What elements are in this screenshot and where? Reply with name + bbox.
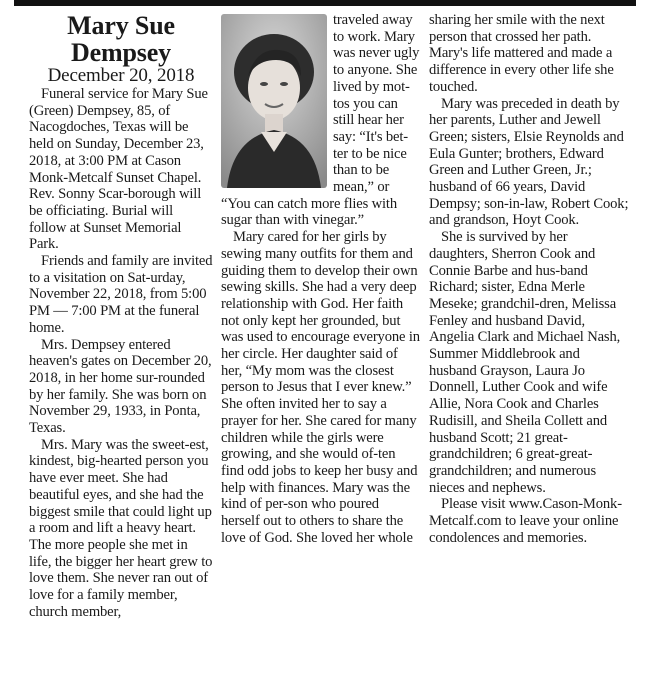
obituary-date: December 20, 2018: [47, 65, 195, 86]
paragraph-preceded: Mary was preceded in death by her parents, Luther and Jewell Green; sisters, Elsie Reynolds and Eula Gunter; brothers, Edward Green and Luther Green, Jr.; husband of 66 years, David Dempsy; son-in-law, Robert Cook; and grandson, Hoyt Cook.: [429, 95, 629, 229]
portrait-photo: [221, 14, 327, 188]
top-border: [14, 0, 636, 6]
portrait-icon: [221, 14, 327, 188]
name-line-1: Mary Sue: [67, 11, 175, 40]
name-line-2: Dempsey: [70, 38, 172, 67]
obituary-name: [29, 12, 213, 66]
column-1: [29, 12, 213, 621]
paragraph-condolences: Please visit www.Cason-Monk-Metcalf.com to leave your online condolences and memories.: [429, 496, 622, 546]
paragraph-passing: Mrs. Dempsey entered heaven's gates on December 20, 2018, in her home sur-rounded by her family. She was born on November 29, 1933, in Ponta, Texas.: [29, 336, 212, 437]
paragraph-service: Funeral service for Mary Sue (Green) Dempsey, 85, of Nacogdoches, Texas will be held on Sunday, December 23, 2018, at 3:00 PM at Cason Monk-Metcalf Sunset Chapel. Rev. Sonny Scar-borough will be officiating. Burial will follow at Sunset Memorial Park.: [29, 86, 208, 253]
paragraph-mottos: traveled away to work. Mary was never ugly to anyone. She lived by mot-tos you can still hear her say: “It's bet-ter to be nice than to be mean,” or “You can catch more flies with sugar than with vinegar.”: [221, 12, 420, 229]
column-2: [221, 12, 421, 547]
paragraph-survived: She is survived by her daughters, Sherron Cook and Connie Barbe and hus-band Richard; sister, Edna Merle Meseke; grandchil-dren, Melissa Fenley and husband David, Angelia Clark and Michael Nash, Summer Middlebrook and husband Grayson, Laura Jo Donnell, Luther Cook and wife Allie, Nora Cook and Charles Rudisill, and Sheila Collett and husband Scott; 21 great-grandchildren; 6 great-great-grandchildren; and numerous nieces and nephews.: [429, 229, 621, 496]
paragraph-character: Mrs. Mary was the sweet-est, kindest, big-hearted person you have ever meet. She had beautiful eyes, and she had the biggest smile that could light up a room and lift a heavy heart. The more people she met in life, the bigger her heart grew to love them. She never ran out of love for a family member, church member,: [29, 436, 213, 620]
column-3: [429, 12, 629, 547]
paragraph-smile: sharing her smile with the next person that crossed her path. Mary's life mattered and made a difference in every other life she touched.: [429, 12, 614, 95]
paragraph-visitation: Friends and family are invited to a visitation on Sat-urday, November 22, 2018, from 5:00 PM — 7:00 PM at the funeral home.: [29, 253, 213, 336]
paragraph-faith: Mary cared for her girls by sewing many outfits for them and guiding them to develop their own sewing skills. She had a very deep relationship with God. Her faith not only kept her grounded, but was used to encourage everyone in her circle. Her daughter said of her, “My mom was the closest person to Jesus that I ever knew.” She often invited her to say a prayer for her. She cared for many children while the girls were growing, and she would of-ten find odd jobs to keep her busy and help with finances. Mary was the kind of per-son who poured herself out to others to share the love of God. She loved her whole: [221, 229, 420, 546]
